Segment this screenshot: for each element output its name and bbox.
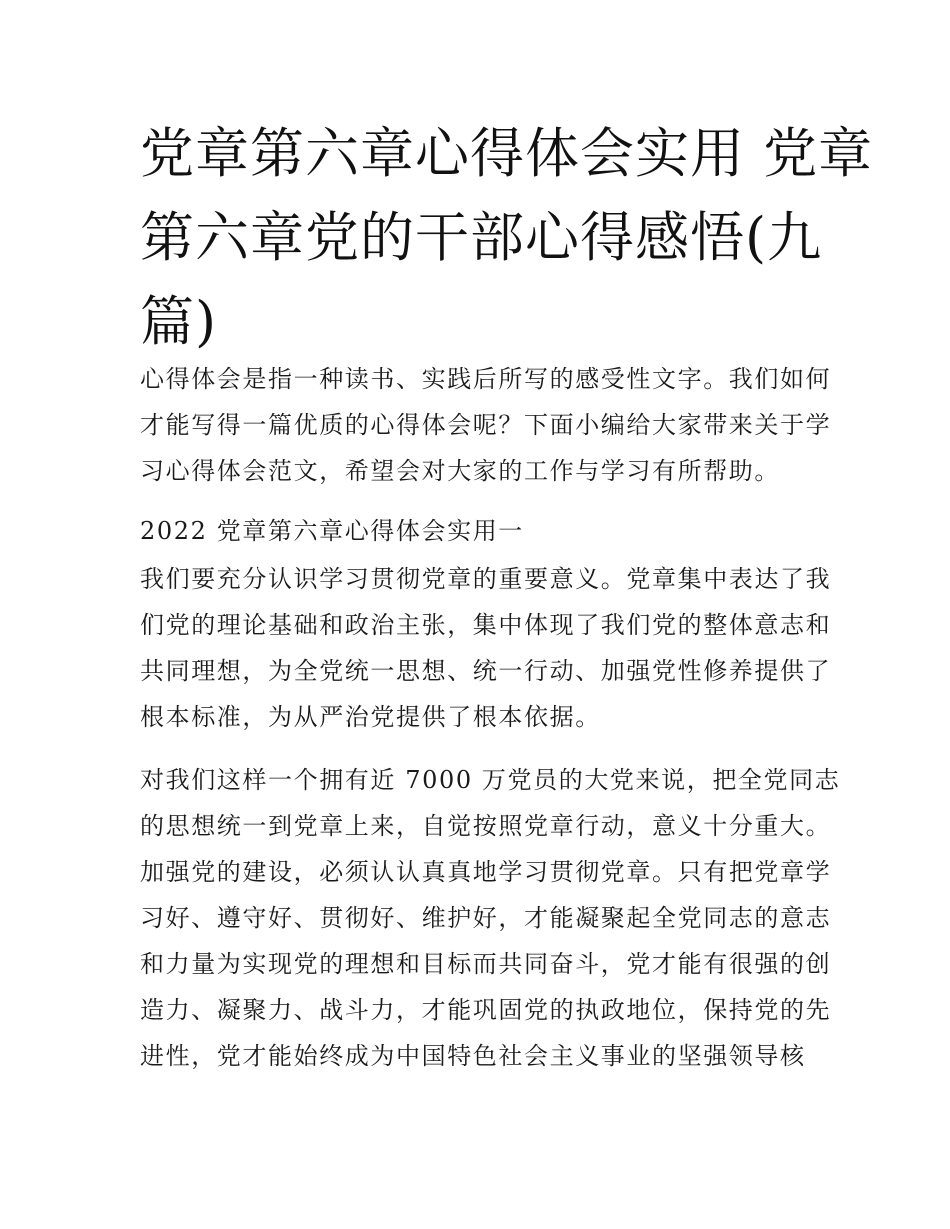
text-line: 加强党的建设，必须认认真真地学习贯彻党章。只有把党章学 [140, 858, 832, 886]
text-line: 心得体会是指一种读书、实践后所写的感受性文字。我们如何 [140, 365, 832, 393]
text-line: 和力量为实现党的理想和目标而共同奋斗，党才能有很强的创 [140, 950, 832, 978]
title-line: 党章第六章心得体会实用 党章 [140, 122, 874, 185]
text-line: 对我们这样一个拥有近 7000 万党员的大党来说，把全党同志 [140, 766, 841, 794]
paragraph-1 [140, 556, 832, 740]
text-line: 根本标准，为从严治党提供了根本依据。 [140, 703, 601, 731]
title-line: 篇) [140, 290, 218, 353]
title-line: 第六章党的干部心得感悟(九 [140, 206, 823, 269]
text-line: 造力、凝聚力、战斗力，才能巩固党的执政地位，保持党的先 [140, 996, 832, 1024]
intro-paragraph [140, 356, 832, 494]
section-heading: 2022 党章第六章心得体会实用一 [140, 517, 524, 545]
paragraph-2 [140, 757, 841, 1079]
text-line: 习好、遵守好、贯彻好、维护好，才能凝聚起全党同志的意志 [140, 904, 832, 932]
text-line: 共同理想，为全党统一思想、统一行动、加强党性修养提供了 [140, 657, 832, 685]
text-line: 进性，党才能始终成为中国特色社会主义事业的坚强领导核 [140, 1042, 806, 1070]
text-line: 才能写得一篇优质的心得体会呢？下面小编给大家带来关于学 [140, 411, 832, 439]
text-line: 们党的理论基础和政治主张，集中体现了我们党的整体意志和 [140, 611, 832, 639]
text-line: 习心得体会范文，希望会对大家的工作与学习有所帮助。 [140, 457, 780, 485]
text-line: 我们要充分认识学习贯彻党章的重要意义。党章集中表达了我 [140, 565, 832, 593]
text-line: 的思想统一到党章上来，自觉按照党章行动，意义十分重大。 [140, 812, 832, 840]
document-title [140, 112, 874, 364]
